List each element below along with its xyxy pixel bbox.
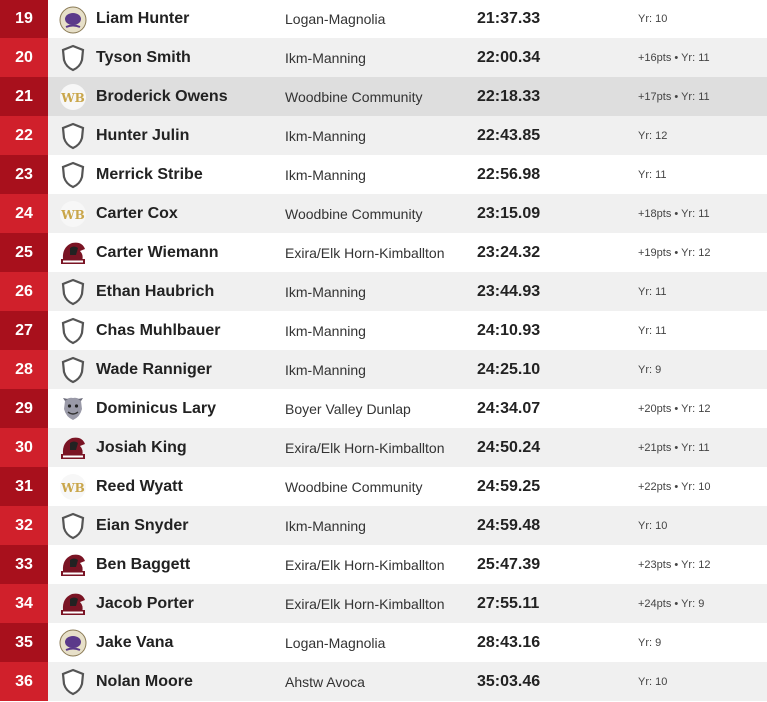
athlete-name[interactable]: Reed Wyatt [96,477,183,495]
school-name[interactable]: Ikm-Manning [285,127,366,144]
spartan-icon [58,239,88,267]
place-number: 33 [0,545,48,584]
points-year: +21pts • Yr: 11 [638,441,710,454]
table-row[interactable] [0,155,767,194]
finish-time: 22:18.33 [477,87,541,105]
points-year: +23pts • Yr: 12 [638,558,711,571]
finish-time: 24:59.25 [477,477,541,495]
points-year: +20pts • Yr: 12 [638,402,711,415]
athlete-name[interactable]: Nolan Moore [96,672,193,690]
athlete-name[interactable]: Josiah King [96,438,187,456]
spartan-icon [58,434,88,462]
spartan-icon [58,590,88,618]
finish-time: 21:37.33 [477,10,541,27]
place-number: 32 [0,506,48,545]
athlete-name[interactable]: Ethan Haubrich [96,282,215,300]
school-name[interactable]: Exira/Elk Horn-Kimballton [285,556,445,573]
table-row[interactable] [0,77,767,116]
school-name[interactable]: Exira/Elk Horn-Kimballton [285,595,445,612]
points-year: Yr: 11 [638,324,667,337]
athlete-name[interactable]: Jacob Porter [96,594,194,612]
school-logo [58,277,88,307]
place-number: 22 [0,116,48,155]
table-row[interactable] [0,389,767,428]
table-row[interactable] [0,662,767,701]
place-number: 27 [0,311,48,350]
school-logo [58,589,88,619]
school-name[interactable]: Ikm-Manning [285,283,366,300]
athlete-name[interactable]: Carter Cox [96,204,178,222]
school-logo [58,355,88,385]
school-logo [58,433,88,463]
table-row[interactable] [0,233,767,272]
finish-time: 25:47.39 [477,555,541,573]
school-name[interactable]: Ikm-Manning [285,49,366,66]
school-logo [58,667,88,697]
shield-icon [60,512,86,540]
bulldog-icon [60,395,86,423]
school-logo [58,472,88,502]
points-year: Yr: 9 [638,636,662,649]
place-number: 26 [0,272,48,311]
table-row[interactable] [0,38,767,77]
finish-time: 24:59.48 [477,516,541,534]
school-logo [58,394,88,424]
place-number: 20 [0,38,48,77]
panther-icon [59,6,87,34]
school-logo [58,316,88,346]
points-year: Yr: 12 [638,129,668,142]
school-name[interactable]: Ikm-Manning [285,517,366,534]
points-year: +19pts • Yr: 12 [638,246,711,259]
points-year: +22pts • Yr: 10 [638,480,711,493]
points-year: Yr: 10 [638,675,668,688]
school-name[interactable]: Woodbine Community [285,205,423,222]
points-year: +24pts • Yr: 9 [638,597,705,610]
school-name[interactable]: Ikm-Manning [285,361,366,378]
place-number: 34 [0,584,48,623]
athlete-name[interactable]: Chas Muhlbauer [96,321,221,339]
place-number: 23 [0,155,48,194]
svg-text:WB: WB [61,91,85,105]
finish-time: 28:43.16 [477,633,541,651]
finish-time: 22:00.34 [477,48,541,66]
finish-time: 27:55.11 [477,594,540,612]
school-name[interactable]: Woodbine Community [285,478,423,495]
svg-text:WB: WB [61,481,85,495]
place-number: 24 [0,194,48,233]
school-logo [58,238,88,268]
points-year: Yr: 9 [638,363,662,376]
finish-time: 23:24.32 [477,243,541,261]
table-row[interactable] [0,116,767,155]
school-name[interactable]: Woodbine Community [285,88,423,105]
wb-icon [59,473,87,501]
shield-icon [60,122,86,150]
table-row[interactable] [0,584,767,623]
place-number: 30 [0,428,48,467]
points-year: Yr: 11 [638,168,667,181]
school-name[interactable]: Exira/Elk Horn-Kimballton [285,439,445,456]
panther-icon [59,629,87,657]
points-year: Yr: 11 [638,285,667,298]
table-row[interactable] [0,506,767,545]
points-year: +17pts • Yr: 11 [638,90,710,103]
svg-text:WB: WB [61,208,85,222]
finish-time: 24:10.93 [477,321,541,339]
finish-time: 23:44.93 [477,282,541,300]
school-logo [58,511,88,541]
table-row[interactable] [0,350,767,389]
table-row[interactable] [0,545,767,584]
shield-icon [60,356,86,384]
athlete-name[interactable]: Carter Wiemann [96,243,219,261]
wb-icon [59,83,87,111]
school-logo [58,628,88,658]
school-logo [58,5,88,35]
school-name[interactable]: Ikm-Manning [285,166,366,183]
athlete-name[interactable]: Ben Baggett [96,555,191,573]
table-row[interactable] [0,0,767,38]
table-row[interactable] [0,272,767,311]
school-name[interactable]: Logan-Magnolia [285,634,386,651]
athlete-name[interactable]: Tyson Smith [96,48,191,66]
athlete-name[interactable]: Jake Vana [96,633,174,651]
place-number: 19 [0,0,48,39]
finish-time: 24:25.10 [477,360,541,378]
school-name[interactable]: Exira/Elk Horn-Kimballton [285,244,445,261]
athlete-name[interactable]: Merrick Stribe [96,165,203,183]
athlete-name[interactable]: Hunter Julin [96,126,190,144]
points-year: +16pts • Yr: 11 [638,51,710,64]
school-logo [58,82,88,112]
school-logo [58,199,88,229]
finish-time: 24:34.07 [477,399,541,417]
shield-icon [60,44,86,72]
athlete-name[interactable]: Broderick Owens [96,87,228,105]
table-row[interactable] [0,467,767,506]
place-number: 21 [0,77,48,116]
school-name[interactable]: Ikm-Manning [285,322,366,339]
points-year: +18pts • Yr: 11 [638,207,710,220]
wb-icon [59,200,87,228]
school-logo [58,160,88,190]
school-name[interactable]: Ahstw Avoca [285,673,365,690]
spartan-icon [58,551,88,579]
finish-time: 22:56.98 [477,165,541,183]
school-name[interactable]: Logan-Magnolia [285,11,386,27]
place-number: 28 [0,350,48,389]
place-number: 25 [0,233,48,272]
athlete-name[interactable]: Dominicus Lary [96,399,217,417]
shield-icon [60,317,86,345]
place-number: 29 [0,389,48,428]
shield-icon [60,161,86,189]
place-number: 35 [0,623,48,662]
school-name[interactable]: Boyer Valley Dunlap [285,400,411,417]
athlete-name[interactable]: Wade Ranniger [96,360,212,378]
place-number: 36 [0,662,48,701]
school-logo [58,121,88,151]
finish-time: 24:50.24 [477,438,541,456]
school-logo [58,43,88,73]
table-row[interactable] [0,623,767,662]
place-number: 31 [0,467,48,506]
shield-icon [60,278,86,306]
finish-time: 23:15.09 [477,204,541,222]
finish-time: 35:03.46 [477,672,541,690]
points-year: Yr: 10 [638,519,668,532]
school-logo [58,550,88,580]
athlete-name[interactable]: Eian Snyder [96,516,189,534]
table-row[interactable] [0,311,767,350]
athlete-name[interactable]: Liam Hunter [96,10,190,27]
finish-time: 22:43.85 [477,126,541,144]
table-row[interactable] [0,428,767,467]
points-year: Yr: 10 [638,13,668,25]
shield-icon [60,668,86,696]
table-row[interactable] [0,194,767,233]
